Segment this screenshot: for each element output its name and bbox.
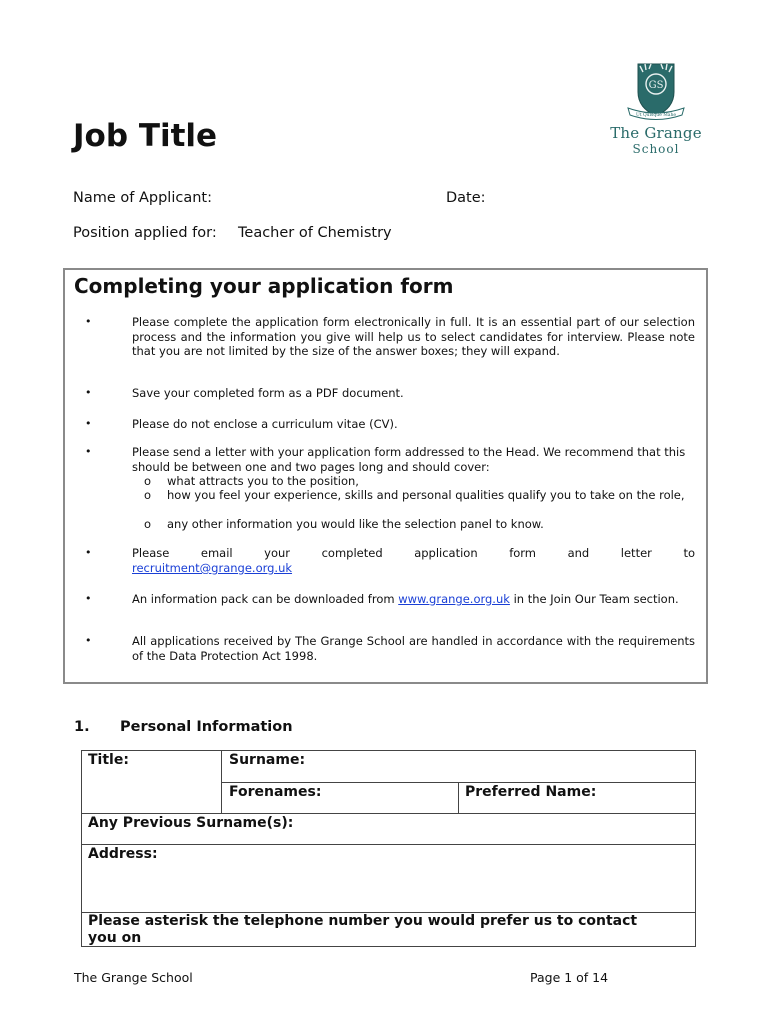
bullet-icon: • xyxy=(85,546,92,559)
bullet-icon: • xyxy=(85,445,92,458)
address-label: Address: xyxy=(88,846,158,862)
title-cell[interactable] xyxy=(81,750,222,814)
school-crest-icon xyxy=(596,58,716,124)
guidance-item-email-link-row xyxy=(132,561,695,576)
guidance-subitem: how you feel your experience, skills and personal qualities qualify you to take on the role, xyxy=(167,488,685,502)
guidance-item: Please complete the application form electronically in full. It is an essential part of our selection process and the information you give will help us to select candidates for interview. Please note that you are not limited by the size of the answer boxes; they will expand. xyxy=(132,315,695,358)
sub-bullet-icon: o xyxy=(144,488,152,502)
email-instruction-text: Please email your completed application form and letter to xyxy=(132,546,695,560)
recruitment-email-link[interactable]: recruitment@grange.org.uk xyxy=(132,561,293,575)
date-label: Date: xyxy=(446,190,486,206)
guidance-subitem: what attracts you to the position, xyxy=(167,474,359,488)
guidance-item: Please do not enclose a curriculum vitae (CV). xyxy=(132,417,398,431)
guidance-item-email xyxy=(132,546,695,561)
page-title: Job Title xyxy=(73,118,218,154)
bullet-icon: • xyxy=(85,315,92,328)
forenames-label: Forenames: xyxy=(229,784,322,800)
section-heading xyxy=(74,719,293,735)
surname-label: Surname: xyxy=(229,752,306,768)
previous-surnames-cell[interactable] xyxy=(81,813,696,845)
previous-surnames-label: Any Previous Surname(s): xyxy=(88,815,294,831)
title-label: Title: xyxy=(88,752,129,768)
bullet-icon: • xyxy=(85,592,92,605)
name-of-applicant-label: Name of Applicant: xyxy=(73,190,212,206)
school-name-line2: School xyxy=(632,142,680,156)
bullet-icon: • xyxy=(85,634,92,647)
crest-motto: Ut Quisque Mahe xyxy=(635,113,677,118)
guidance-item: Please send a letter with your application form addressed to the Head. We recommend that this should be between one and two pages long and should cover: xyxy=(132,445,686,474)
preferred-name-label: Preferred Name: xyxy=(465,784,597,800)
address-cell[interactable] xyxy=(81,844,696,913)
telephone-label: Please asterisk the telephone number you would prefer us to contact you on xyxy=(88,913,638,946)
sub-bullet-icon: o xyxy=(144,517,152,531)
footer-school-name: The Grange School xyxy=(74,970,193,985)
school-name-line1: The Grange xyxy=(610,124,702,142)
sub-bullet-icon: o xyxy=(144,474,152,488)
section-title: Personal Information xyxy=(120,719,293,735)
guidance-heading: Completing your application form xyxy=(74,274,454,298)
download-text-after: in the Join Our Team section. xyxy=(509,592,679,606)
bullet-icon: • xyxy=(85,417,92,430)
crest-monogram: GS xyxy=(648,80,664,91)
guidance-subitem: any other information you would like the selection panel to know. xyxy=(167,517,544,531)
telephone-cell[interactable] xyxy=(81,912,696,947)
school-logo xyxy=(596,58,716,158)
forenames-cell[interactable] xyxy=(221,782,459,814)
guidance-item-download xyxy=(132,592,695,607)
position-applied-label: Position applied for: xyxy=(73,225,217,241)
download-text-before: An information pack can be downloaded from xyxy=(132,592,399,606)
preferred-name-cell[interactable] xyxy=(458,782,696,814)
section-number: 1. xyxy=(74,719,90,735)
guidance-item: Save your completed form as a PDF document. xyxy=(132,386,404,400)
page-number: Page 1 of 14 xyxy=(530,970,609,985)
guidance-item: All applications received by The Grange School are handled in accordance with the requirements of the Data Protection Act 1998. xyxy=(132,634,695,663)
position-applied-value: Teacher of Chemistry xyxy=(238,225,392,241)
bullet-icon: • xyxy=(85,386,92,399)
surname-cell[interactable] xyxy=(221,750,696,783)
website-link[interactable]: www.grange.org.uk xyxy=(398,592,510,606)
